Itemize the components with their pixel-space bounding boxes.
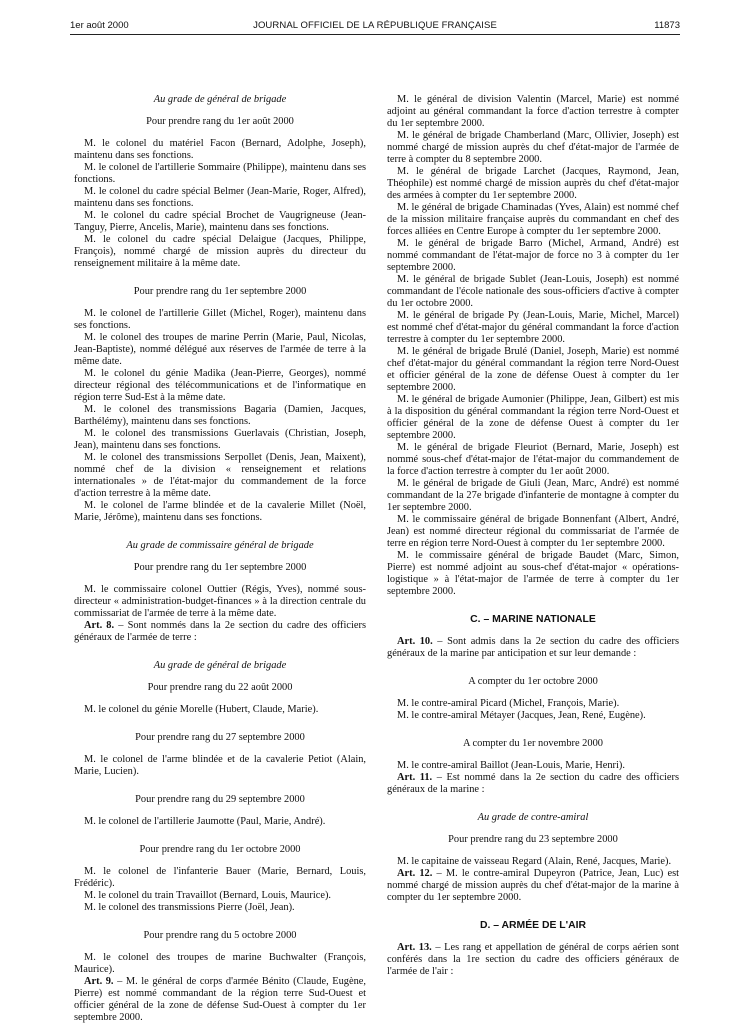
left-column [74, 94, 366, 1024]
spacer [387, 750, 679, 760]
section-heading: D. – ARMÉE DE L'AIR [479, 920, 586, 931]
appointment-paragraph: M. le colonel du génie Madika (Jean-Pierre, Georges), nommé directeur régional des télécommunications et de l'informatique en région terre Sud-Est à la même date. [74, 368, 366, 403]
appointment-paragraph: M. le colonel du génie Morelle (Hubert, Claude, Marie). [84, 704, 319, 715]
article-paragraph: Art. 12. – M. le contre-amiral Dupeyron (Patrice, Jean, Luc) est nommé chargé de mission auprès du chef d'état-major de la marine à compter du 1er septembre 2000. [387, 868, 680, 903]
appointment-paragraph: M. le général de brigade Sublet (Jean-Louis, Joseph) est nommé commandant de l'école nationale des sous-officiers d'active à compter du 1er octobre 2000. [387, 274, 679, 309]
grade-heading: Au grade de général de brigade [153, 660, 287, 671]
article-number: Art. 13. [397, 942, 432, 953]
spacer [387, 598, 679, 614]
grade-heading: Au grade de commissaire général de brigade [126, 540, 314, 551]
page-header [70, 20, 680, 34]
appointment-paragraph: M. le général de brigade Py (Jean-Louis, Marie, Michel, Marcel) est nommé chef d'état-major du général commandant la force d'action terrestre à compter du 1er septembre 2000. [387, 310, 679, 345]
appointment-paragraph: M. le général de division Valentin (Marcel, Marie) est nommé adjoint au général commandant la force d'action terrestre à compter du 1er septembre 2000. [387, 94, 679, 129]
appointment-paragraph: M. le colonel du cadre spécial Delaigue (Jacques, Philippe, François), nommé chargé de mission auprès du directeur du renseignement militaire à la même date. [74, 234, 366, 269]
appointment-paragraph: M. le colonel de l'arme blindée et de la cavalerie Millet (Noël, Marie, Jérôme), maintenu dans ses fonctions. [74, 500, 366, 523]
rank-date-heading: Pour prendre rang du 29 septembre 2000 [135, 794, 305, 805]
appointment-paragraph: M. le capitaine de vaisseau Regard (Alain, René, Jacques, Marie). [397, 856, 672, 867]
appointment-paragraph: M. le contre-amiral Picard (Michel, François, Marie). [397, 698, 620, 709]
appointment-paragraph: M. le commissaire colonel Outtier (Régis, Yves), nommé sous-directeur « administration-budget-finances » à la direction centrale du commissariat de l'armée de terre à la même date. [74, 584, 366, 619]
appointment-paragraph: M. le commissaire général de brigade Baudet (Marc, Simon, Pierre) est nommé adjoint au sous-chef d'état-major « opérations-logistique » à l'état-major de l'armée de terre à compter du 1er septembre 2000. [387, 550, 679, 597]
appointment-paragraph: M. le colonel de l'artillerie Gillet (Michel, Roger), maintenu dans ses fonctions. [74, 308, 366, 331]
appointment-paragraph: M. le colonel de l'arme blindée et de la cavalerie Petiot (Alain, Marie, Lucien). [74, 754, 366, 777]
spacer [74, 106, 366, 116]
rank-date-heading: Pour prendre rang du 1er octobre 2000 [139, 844, 301, 855]
article-number: Art. 11. [397, 772, 433, 783]
journal-title: JOURNAL OFFICIEL DE LA RÉPUBLIQUE FRANÇAISE [253, 20, 497, 31]
rank-date-heading: Pour prendre rang du 27 septembre 2000 [135, 732, 305, 743]
spacer [74, 128, 366, 138]
spacer [387, 824, 679, 834]
spacer [74, 744, 366, 754]
article-paragraph: Art. 10. – Sont admis dans la 2e section du cadre des officiers généraux de la marine par anticipation et sur leur demande : [387, 636, 679, 659]
spacer [74, 856, 366, 866]
rank-date-heading: Pour prendre rang du 22 août 2000 [147, 682, 293, 693]
spacer [387, 626, 679, 636]
appointment-paragraph: M. le colonel de l'artillerie Sommaire (Philippe), maintenu dans ses fonctions. [74, 162, 366, 185]
spacer [387, 932, 679, 942]
section-heading: C. – MARINE NATIONALE [470, 614, 596, 625]
spacer [387, 796, 679, 812]
appointment-paragraph: M. le commissaire général de brigade Bonnenfant (Albert, André, Jean) est nommé directeur régional du commissariat de l'armée de terre en région terre Nord-Ouest à compter du 1er septembre 2000. [387, 514, 679, 549]
spacer [74, 524, 366, 540]
appointment-paragraph: M. le général de brigade Chamberland (Marc, Ollivier, Joseph) est nommé chargé de mission auprès du chef d'état-major de l'armée de terre à compter du 8 septembre 2000. [387, 130, 679, 165]
spacer [74, 644, 366, 660]
rank-date-heading: A compter du 1er octobre 2000 [468, 676, 598, 687]
rank-date-heading: Pour prendre rang du 1er septembre 2000 [133, 286, 307, 297]
article-number: Art. 10. [397, 636, 433, 647]
spacer [387, 722, 679, 738]
rank-date-heading: Pour prendre rang du 23 septembre 2000 [448, 834, 618, 845]
appointment-paragraph: M. le colonel des transmissions Guerlavais (Christian, Joseph, Jean), maintenu dans ses fonctions. [74, 428, 366, 451]
issue-date: 1er août 2000 [70, 20, 129, 31]
article-number: Art. 12. [397, 868, 433, 879]
appointment-paragraph: M. le contre-amiral Métayer (Jacques, Jean, René, Eugène). [397, 710, 646, 721]
spacer [74, 574, 366, 584]
appointment-paragraph: M. le colonel des troupes de marine Perrin (Marie, Paul, Nicolas, Jean-Baptiste), nommé délégué aux réserves de l'armée de terre à la même date. [74, 332, 366, 367]
appointment-paragraph: M. le général de brigade Larchet (Jacques, Raymond, Jean, Théophile) est nommé chargé de mission auprès du chef d'état-major des armées à compter du 1er septembre 2000. [387, 166, 679, 201]
spacer [387, 688, 679, 698]
appointment-paragraph: M. le colonel de l'infanterie Bauer (Marie, Bernard, Louis, Frédéric). [74, 866, 366, 889]
article-paragraph: Art. 11. – Est nommé dans la 2e section du cadre des officiers généraux de la marine : [387, 772, 679, 795]
header-rule [70, 34, 680, 35]
spacer [74, 828, 366, 844]
appointment-paragraph: M. le colonel de l'artillerie Jaumotte (Paul, Marie, André). [84, 816, 326, 827]
rank-date-heading: Pour prendre rang du 5 octobre 2000 [143, 930, 297, 941]
appointment-paragraph: M. le général de brigade Aumonier (Philippe, Jean, Gilbert) est mis à la disposition du général commandant la région terre Nord-Ouest et officier général de la zone de défense Ouest à compter du 1er septembre 2000. [387, 394, 679, 441]
rank-date-heading: A compter du 1er novembre 2000 [463, 738, 603, 749]
spacer [74, 716, 366, 732]
appointment-paragraph: M. le colonel des transmissions Pierre (Joël, Jean). [84, 902, 295, 913]
article-paragraph: Art. 13. – Les rang et appellation de général de corps aérien sont conférés dans la 1re section du cadre des officiers généraux de l'armée de l'air : [387, 942, 679, 977]
article-paragraph: Art. 8. – Sont nommés dans la 2e section du cadre des officiers généraux de l'armée de terre : [74, 620, 366, 643]
rank-date-heading: Pour prendre rang du 1er août 2000 [146, 116, 294, 127]
spacer [74, 942, 366, 952]
appointment-paragraph: M. le contre-amiral Baillot (Jean-Louis, Marie, Henri). [397, 760, 625, 771]
appointment-paragraph: M. le général de brigade Barro (Michel, Armand, André) est nommé commandant de l'état-major de force no 3 à compter du 1er septembre 2000. [387, 238, 679, 273]
appointment-paragraph: M. le colonel des troupes de marine Buchwalter (François, Maurice). [74, 952, 366, 975]
spacer [74, 694, 366, 704]
appointment-paragraph: M. le général de brigade de Giuli (Jean, Marc, André) est nommé commandant de la 27e brigade d'infanterie de montagne à compter du 1er septembre 2000. [387, 478, 679, 513]
spacer [74, 298, 366, 308]
spacer [387, 846, 679, 856]
appointment-paragraph: M. le général de brigade Fleuriot (Bernard, Marie, Joseph) est nommé sous-chef d'état-major de l'état-major du commandement de la force d'action terrestre à compter du 1er août 2000. [387, 442, 679, 477]
grade-heading: Au grade de général de brigade [153, 94, 287, 105]
spacer [74, 778, 366, 794]
spacer [74, 914, 366, 930]
spacer [387, 660, 679, 676]
page-number: 11873 [654, 20, 680, 31]
appointment-paragraph: M. le colonel du matériel Facon (Bernard, Adolphe, Joseph), maintenu dans ses fonctions. [74, 138, 366, 161]
right-column [387, 94, 679, 978]
grade-heading: Au grade de contre-amiral [477, 812, 589, 823]
rank-date-heading: Pour prendre rang du 1er septembre 2000 [133, 562, 307, 573]
article-number: Art. 9. [84, 976, 114, 987]
spacer [387, 904, 679, 920]
appointment-paragraph: M. le général de brigade Brulé (Daniel, Joseph, Marie) est nommé chef d'état-major du général commandant la région terre Nord-Ouest et officier général de la zone de défense Ouest à compter du 1er septembre 2000. [387, 346, 679, 393]
appointment-paragraph: M. le colonel du cadre spécial Belmer (Jean-Marie, Roger, Alfred), maintenu dans ses fonctions. [74, 186, 366, 209]
article-number: Art. 8. [84, 620, 115, 631]
spacer [74, 270, 366, 286]
appointment-paragraph: M. le général de brigade Chaminadas (Yves, Alain) est nommé chef de la mission militaire française auprès du commandant en chef des forces alliées en Centre Europe à compter du 1er septembre 2000. [387, 202, 679, 237]
spacer [74, 806, 366, 816]
appointment-paragraph: M. le colonel du cadre spécial Brochet de Vaugrigneuse (Jean-Tanguy, Pierre, Ancelis, Marie), maintenu dans ses fonctions. [74, 210, 366, 233]
appointment-paragraph: M. le colonel du train Travaillot (Bernard, Louis, Maurice). [84, 890, 332, 901]
article-paragraph: Art. 9. – M. le général de corps d'armée Bénito (Claude, Eugène, Pierre) est nommé commandant de la région terre Sud-Ouest et officier général de la zone de défense Sud-Ouest à compter du 1er septembre 2000. [74, 976, 366, 1023]
appointment-paragraph: M. le colonel des transmissions Bagaria (Damien, Jacques, Barthélémy), maintenu dans ses fonctions. [74, 404, 366, 427]
spacer [74, 552, 366, 562]
appointment-paragraph: M. le colonel des transmissions Serpollet (Denis, Jean, Maixent), nommé chef de la division « renseignement et relations internationales » de l'état-major du commandement de la force d'action terrestre à la même date. [74, 452, 366, 499]
spacer [74, 672, 366, 682]
